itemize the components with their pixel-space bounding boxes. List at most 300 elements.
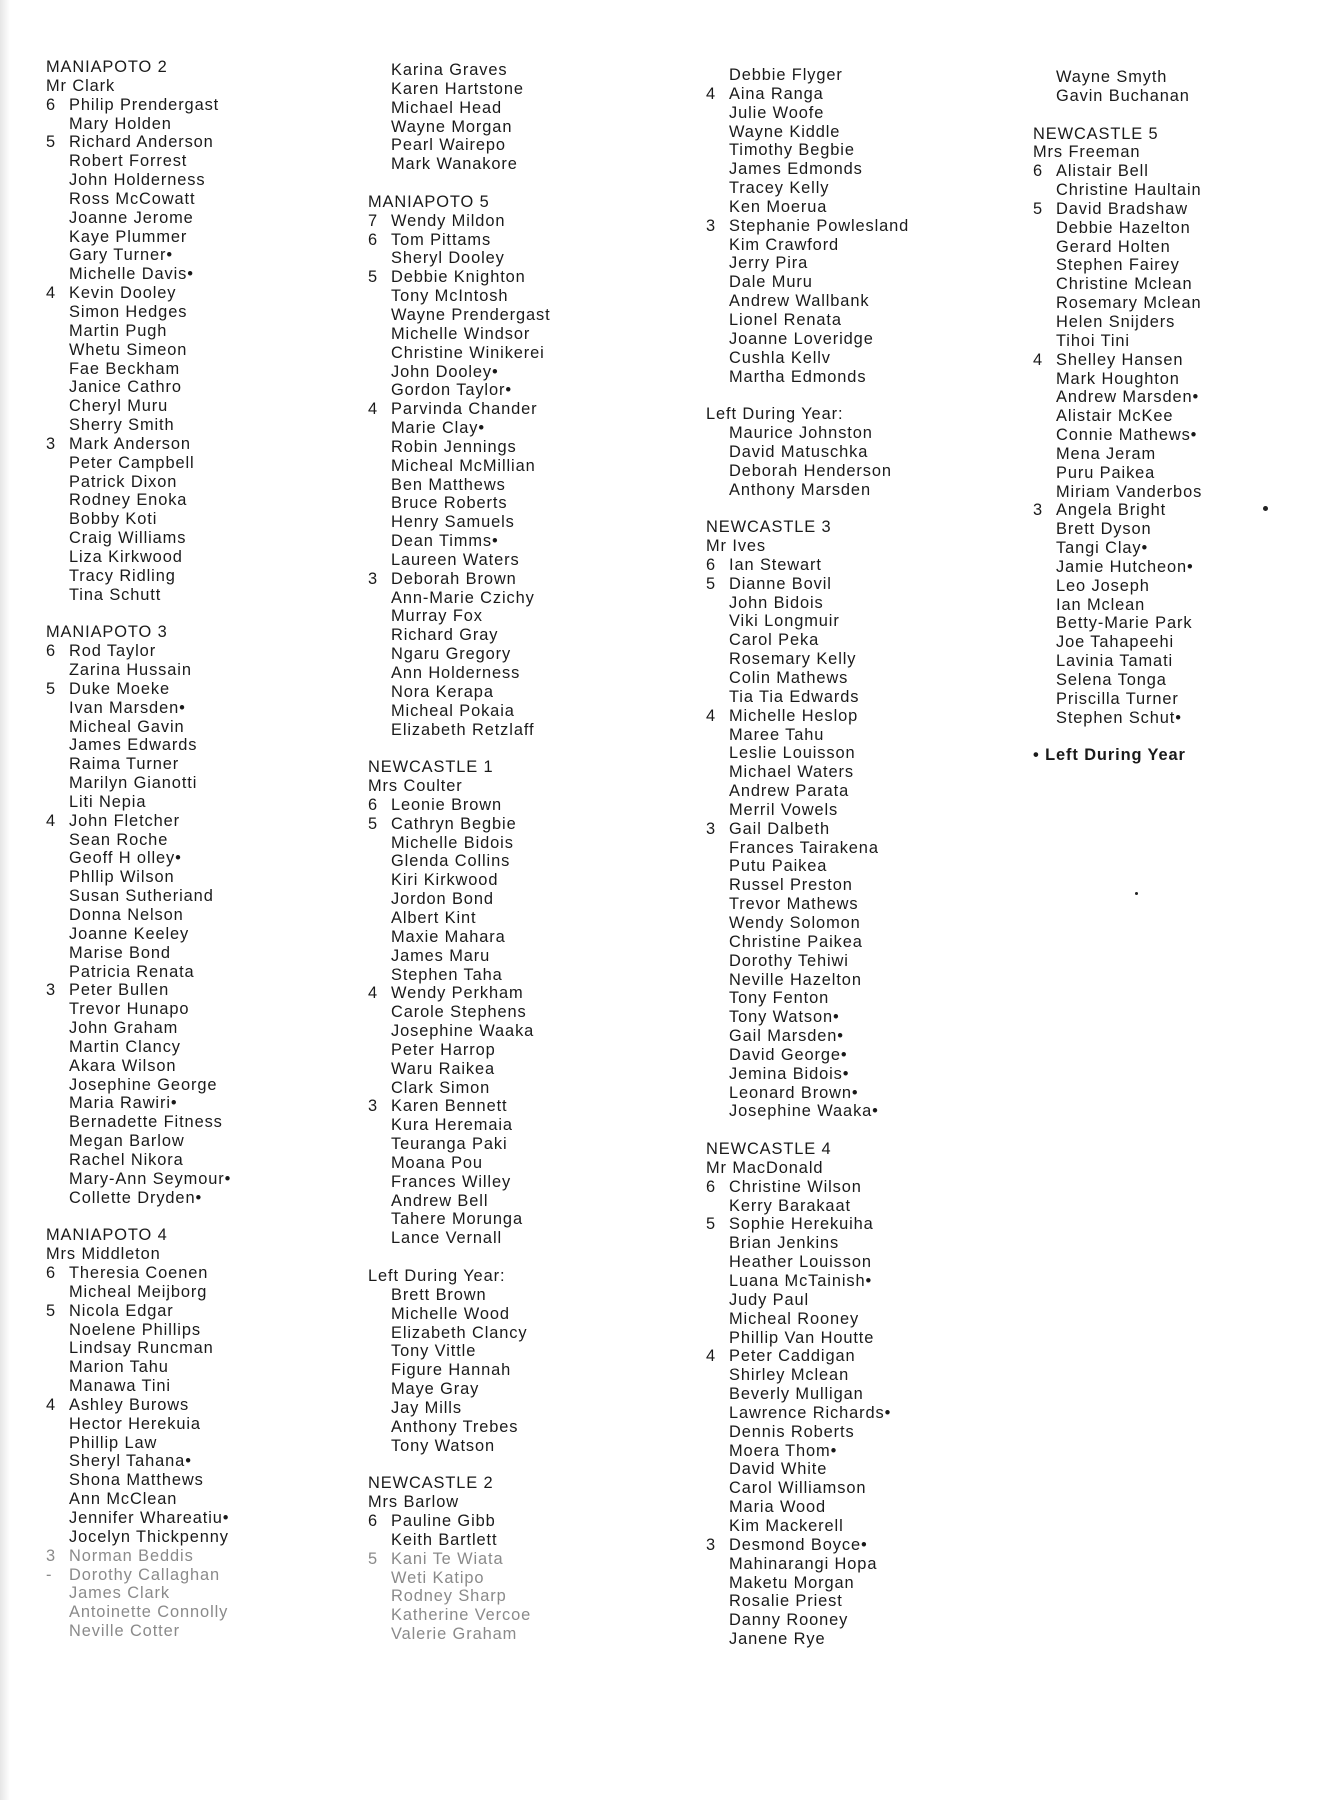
student-name: Peter Campbell (69, 453, 195, 472)
student-name: Clark Simon (391, 1078, 491, 1097)
student-row (46, 831, 231, 850)
student-name: Whetu Simeon (69, 340, 188, 359)
grade-number: 4 (706, 84, 717, 103)
student-row (706, 1366, 909, 1385)
student-row (368, 966, 551, 985)
student-name: James Edwards (69, 736, 198, 755)
grade-number: 6 (1033, 162, 1044, 181)
grade-number (368, 947, 391, 966)
student-name: Stephen Schut• (1056, 708, 1182, 727)
student-name: John Graham (69, 1019, 179, 1038)
student-name: Ivan Marsden• (69, 698, 186, 717)
section-gap (368, 174, 551, 193)
grade-number (706, 311, 729, 330)
grade-number (46, 586, 69, 605)
student-name: Sheryl Dooley (391, 249, 505, 268)
student-row (46, 1603, 231, 1622)
student-name: Patricia Renata (69, 962, 195, 981)
student-name: Christine Paikea (729, 932, 863, 951)
student-row (368, 99, 551, 118)
student-row (46, 1189, 231, 1208)
student-name: Puru Paikea (1056, 463, 1156, 482)
class-heading: MANIAPOTO 3 (46, 623, 168, 642)
student-row (1033, 539, 1202, 558)
grade-number (46, 341, 69, 360)
student-name: Moana Pou (391, 1153, 483, 1172)
grade-number (1033, 332, 1056, 351)
student-row (368, 1210, 551, 1229)
student-row (1033, 633, 1202, 652)
student-row (368, 607, 551, 626)
grade-number (706, 688, 729, 707)
grade-number (46, 1622, 69, 1641)
left-student-name: Jay Mills (391, 1398, 462, 1417)
student-row (706, 349, 909, 368)
student-row (368, 570, 551, 589)
grade-number (1033, 294, 1056, 313)
section-gap (368, 1455, 551, 1474)
left-during-year-label: Left During Year: (706, 405, 844, 424)
student-row (46, 1321, 231, 1340)
student-row (706, 594, 909, 613)
student-row (368, 1192, 551, 1211)
student-name: Carol Peka (729, 631, 820, 650)
student-row (368, 419, 551, 438)
student-name: Andrew Parata (729, 782, 850, 801)
left-student-name: Anthony Marsden (729, 480, 871, 499)
student-name: Keith Bartlett (391, 1530, 498, 1549)
student-name: Miriam Vanderbos (1056, 482, 1203, 501)
grade-number (1033, 313, 1056, 332)
grade-number (46, 1603, 69, 1622)
student-row (706, 123, 909, 142)
student-row (368, 1041, 551, 1060)
student-name: Bernadette Fitness (69, 1113, 223, 1132)
student-name: Desmond Boyce• (729, 1535, 868, 1554)
student-row (1033, 87, 1202, 106)
grade-number (706, 650, 729, 669)
grade-number (706, 952, 729, 971)
grade-number (1033, 238, 1056, 257)
grade-number (368, 1116, 391, 1135)
student-row (706, 575, 909, 594)
student-name: Ben Matthews (391, 475, 506, 494)
student-row (706, 1517, 909, 1536)
student-name: Kim Mackerell (729, 1516, 844, 1535)
student-row (368, 61, 551, 80)
student-name: Lavinia Tamati (1056, 652, 1174, 671)
student-name: Dennis Roberts (729, 1422, 855, 1441)
student-name: Ian Stewart (729, 555, 822, 574)
grade-number (46, 1000, 69, 1019)
student-name: Lionel Renata (729, 310, 842, 329)
class-heading: MANIAPOTO 4 (46, 1226, 168, 1245)
student-name: Leslie Louisson (729, 744, 856, 763)
student-name: Trevor Hunapo (69, 1000, 190, 1019)
student-row (368, 155, 551, 174)
student-row (46, 265, 231, 284)
student-name: Ian Mclean (1056, 595, 1146, 614)
student-row (706, 1008, 909, 1027)
student-name: Weti Katipo (391, 1568, 485, 1587)
left-student-name: Figure Hannah (391, 1361, 512, 1380)
student-name: Michelle Bidois (391, 833, 514, 852)
grade-number (368, 155, 391, 174)
teacher-name: Mrs Barlow (368, 1493, 459, 1512)
student-row (46, 981, 231, 1000)
grade-number (706, 1460, 729, 1479)
student-row (368, 1003, 551, 1022)
grade-number (368, 721, 391, 740)
student-name: Simon Hedges (69, 302, 188, 321)
student-name: Dale Muru (729, 273, 813, 292)
student-row (368, 400, 551, 419)
student-row (706, 782, 909, 801)
student-name: David Bradshaw (1056, 199, 1188, 218)
student-name: Valerie Graham (391, 1625, 518, 1644)
student-row (46, 963, 231, 982)
grade-number (46, 228, 69, 247)
grade-number (706, 1611, 729, 1630)
student-name: Wendy Solomon (729, 913, 861, 932)
student-row (1033, 238, 1202, 257)
class-section (46, 58, 231, 604)
student-row (706, 801, 909, 820)
student-row (706, 1630, 909, 1649)
grade-number (368, 966, 391, 985)
student-name: Tangi Clay• (1056, 539, 1149, 558)
grade-number (368, 607, 391, 626)
grade-number (1033, 388, 1056, 407)
student-name: Mena Jeram (1056, 444, 1157, 463)
student-row (1033, 275, 1202, 294)
student-row (368, 80, 551, 99)
student-name: Martin Pugh (69, 321, 168, 340)
student-row (46, 736, 231, 755)
student-name: Janice Cathro (69, 378, 182, 397)
student-name: Marise Bond (69, 943, 171, 962)
column-1 (46, 58, 231, 1641)
grade-number (706, 66, 729, 85)
grade-number (706, 1592, 729, 1611)
grade-number (46, 1358, 69, 1377)
grade-number (706, 1310, 729, 1329)
student-name: Julie Woofe (729, 103, 825, 122)
student-row (368, 947, 551, 966)
student-row (368, 1097, 551, 1116)
grade-number (1033, 426, 1056, 445)
student-name: Moera Thom• (729, 1441, 838, 1460)
student-row (1033, 671, 1202, 690)
grade-number: 4 (46, 1395, 57, 1414)
grade-number (706, 1027, 729, 1046)
student-row (46, 812, 231, 831)
student-name: Frances Willey (391, 1172, 512, 1191)
grade-number (368, 344, 391, 363)
student-row (46, 510, 231, 529)
student-name: Waru Raikea (391, 1059, 496, 1078)
student-row (706, 179, 909, 198)
student-row (46, 1302, 231, 1321)
class-heading: NEWCASTLE 3 (706, 518, 832, 537)
student-row (706, 273, 909, 292)
student-name: Cheryl Muru (69, 397, 169, 416)
student-name: Rodney Enoka (69, 491, 188, 510)
left-student-name: Maye Gray (391, 1380, 480, 1399)
grade-number (706, 141, 729, 160)
grade-number (368, 80, 391, 99)
grade-number (706, 330, 729, 349)
student-row (706, 839, 909, 858)
student-row (706, 1065, 909, 1084)
class-heading: NEWCASTLE 5 (1033, 124, 1159, 143)
grade-number (46, 397, 69, 416)
student-row (706, 895, 909, 914)
student-name: Nicola Edgar (69, 1301, 174, 1320)
grade-number (1033, 690, 1056, 709)
student-name: Sophie Herekuiha (729, 1215, 874, 1234)
grade-number (46, 1094, 69, 1113)
student-row (706, 744, 909, 763)
grade-number: 6 (368, 230, 379, 249)
student-name: Alistair Bell (1056, 162, 1149, 181)
student-row (46, 152, 231, 171)
student-row (368, 796, 551, 815)
grade-number (368, 1060, 391, 1079)
student-row (706, 1592, 909, 1611)
student-row (46, 1434, 231, 1453)
grade-number (706, 914, 729, 933)
student-row (46, 1452, 231, 1471)
left-student-name: Elizabeth Clancy (391, 1323, 528, 1342)
grade-number (706, 763, 729, 782)
student-name: Maree Tahu (729, 725, 825, 744)
student-row (46, 1057, 231, 1076)
grade-number (46, 718, 69, 737)
student-name: Gail Marsden• (729, 1027, 844, 1046)
grade-number: 3 (46, 981, 57, 1000)
student-name: Kura Heremaia (391, 1116, 513, 1135)
student-row (46, 774, 231, 793)
student-row (706, 1027, 909, 1046)
grade-number (46, 115, 69, 134)
student-name: Michelle Heslop (729, 706, 859, 725)
grade-number (1033, 464, 1056, 483)
student-name: Patrick Dixon (69, 472, 178, 491)
grade-number (706, 1366, 729, 1385)
student-row (706, 1215, 909, 1234)
grade-number: 5 (368, 268, 379, 287)
student-name: Donna Nelson (69, 905, 184, 924)
student-row (46, 793, 231, 812)
grade-number: 3 (368, 1097, 379, 1116)
student-name: Helen Snijders (1056, 312, 1176, 331)
student-name: Leonard Brown• (729, 1083, 859, 1102)
grade-number (46, 378, 69, 397)
student-name: Dianne Bovil (729, 574, 832, 593)
grade-number (46, 567, 69, 586)
grade-number (706, 971, 729, 990)
grade-number (706, 368, 729, 387)
student-row (1033, 388, 1202, 407)
grade-number (368, 852, 391, 871)
grade-number (46, 152, 69, 171)
grade-number (706, 254, 729, 273)
student-name: Lawrence Richards• (729, 1403, 892, 1422)
student-row (46, 360, 231, 379)
grade-number (46, 1151, 69, 1170)
grade-number (706, 895, 729, 914)
student-row (46, 944, 231, 963)
student-row (706, 66, 909, 85)
section-gap (706, 1121, 909, 1140)
student-row (706, 763, 909, 782)
student-row (46, 1000, 231, 1019)
student-name: Merril Vowels (729, 800, 839, 819)
student-row (706, 141, 909, 160)
student-name: Robert Forrest (69, 152, 188, 171)
student-name: Ashley Burows (69, 1395, 190, 1414)
student-name: Michael Waters (729, 763, 854, 782)
student-row (368, 1173, 551, 1192)
student-row (368, 136, 551, 155)
class-heading: NEWCASTLE 4 (706, 1140, 832, 1159)
student-row (368, 1154, 551, 1173)
student-name: Neville Hazelton (729, 970, 862, 989)
student-name: Pearl Wairepo (391, 136, 506, 155)
student-row (368, 834, 551, 853)
grade-number (368, 1079, 391, 1098)
student-row (46, 454, 231, 473)
grade-number (368, 419, 391, 438)
grade-number (706, 123, 729, 142)
student-row (368, 852, 551, 871)
student-row (368, 381, 551, 400)
grade-number (1033, 68, 1056, 87)
grade-number (368, 1229, 391, 1248)
student-name: Maxie Mahara (391, 927, 506, 946)
student-name: Wayne Smyth (1056, 68, 1168, 86)
student-row (368, 1606, 551, 1625)
grade-number (46, 661, 69, 680)
student-row (706, 1178, 909, 1197)
student-name: Phillip Van Houtte (729, 1328, 875, 1347)
grade-number (368, 306, 391, 325)
student-name: Hector Herekuia (69, 1414, 201, 1433)
student-name: David George• (729, 1045, 848, 1064)
student-row (706, 1234, 909, 1253)
grade-number (368, 438, 391, 457)
student-name: Colin Mathews (729, 669, 849, 687)
student-row (46, 1471, 231, 1490)
student-row (368, 363, 551, 382)
student-row (46, 1415, 231, 1434)
grade-number (706, 1329, 729, 1348)
grade-number (46, 1038, 69, 1057)
student-name: Connie Mathews• (1056, 426, 1198, 445)
student-name: Elizabeth Retzlaff (391, 720, 535, 739)
grade-number (368, 1587, 391, 1606)
student-name: Tracy Ridling (69, 566, 176, 585)
grade-number (706, 273, 729, 292)
grade-number (706, 1517, 729, 1536)
grade-number (368, 249, 391, 268)
student-name: Zarina Hussain (69, 661, 192, 679)
grade-number (1033, 614, 1056, 633)
student-row (368, 1022, 551, 1041)
student-name: Karina Graves (391, 61, 508, 79)
student-row (706, 1291, 909, 1310)
student-name: Megan Barlow (69, 1132, 185, 1151)
class-heading: MANIAPOTO 5 (368, 192, 490, 211)
student-row (706, 1310, 909, 1329)
student-name: Gail Dalbeth (729, 819, 830, 838)
grade-number (368, 118, 391, 137)
student-row (46, 133, 231, 152)
student-row (1033, 370, 1202, 389)
grade-number: 3 (706, 216, 717, 235)
grade-number (368, 626, 391, 645)
student-name: Debbie Flyger (729, 66, 843, 84)
student-row (46, 1151, 231, 1170)
grade-number: 3 (46, 1546, 57, 1565)
student-name: Kevin Dooley (69, 284, 177, 303)
student-name: Pauline Gibb (391, 1511, 496, 1530)
grade-number (46, 1584, 69, 1603)
student-name: Russel Preston (729, 876, 853, 895)
student-name: Liza Kirkwood (69, 547, 183, 566)
grade-number: 3 (1033, 501, 1044, 520)
student-row (46, 1019, 231, 1038)
student-row (368, 1229, 551, 1248)
student-name: Ann McClean (69, 1490, 178, 1509)
grade-number (706, 1102, 729, 1121)
student-name: Joanne Keeley (69, 924, 190, 943)
teacher-name: Mrs Coulter (368, 777, 463, 796)
student-name: Jamie Hutcheon• (1056, 557, 1194, 576)
student-row (1033, 445, 1202, 464)
grade-number: 4 (368, 984, 379, 1003)
student-name: Tony Watson• (729, 1008, 840, 1027)
student-row (368, 344, 551, 363)
grade-number (706, 1197, 729, 1216)
grade-number (1033, 558, 1056, 577)
student-name: Gary Turner• (69, 246, 173, 265)
grade-number (706, 1404, 729, 1423)
student-name: Sheryl Tahana• (69, 1452, 192, 1471)
student-row (1033, 501, 1202, 520)
student-row (46, 1358, 231, 1377)
grade-number (706, 1479, 729, 1498)
grade-number (706, 1291, 729, 1310)
student-row (46, 190, 231, 209)
grade-number (46, 1132, 69, 1151)
student-name: Mark Wanakore (391, 155, 518, 174)
student-name: Bobby Koti (69, 510, 158, 529)
student-name: Micheal Meijborg (69, 1282, 208, 1301)
student-name: Joanne Loveridge (729, 329, 874, 348)
student-name: Michelle Windsor (391, 324, 531, 343)
student-name: Christine Haultain (1056, 181, 1202, 200)
grade-number (706, 857, 729, 876)
grade-number (368, 532, 391, 551)
student-row (46, 1509, 231, 1528)
student-row (368, 306, 551, 325)
grade-number (1033, 520, 1056, 539)
student-row (1033, 68, 1202, 87)
student-name: Wendy Perkham (391, 984, 524, 1003)
scan-edge (0, 0, 10, 1800)
